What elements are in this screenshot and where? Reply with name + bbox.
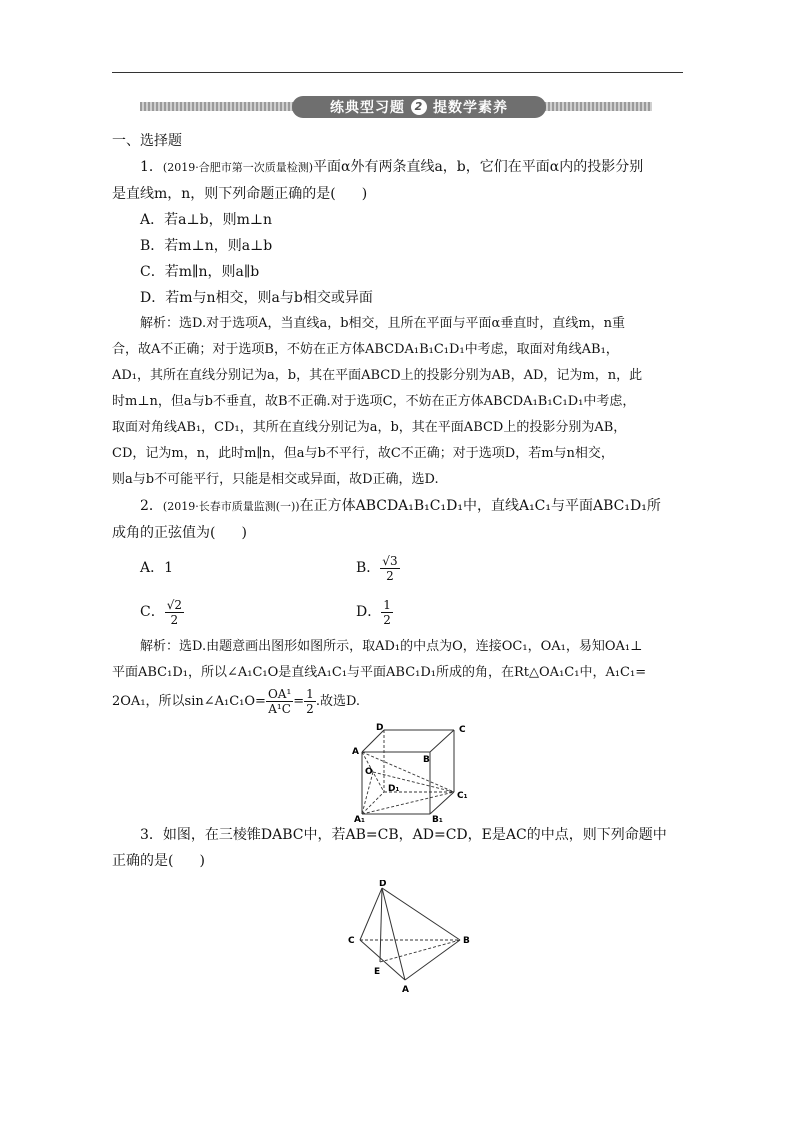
label-D1: D₁ xyxy=(388,784,400,794)
q2-stem-c: ) xyxy=(241,525,247,541)
label-O: O xyxy=(365,767,373,777)
label-A: A xyxy=(402,985,409,995)
q2-stem-line2 xyxy=(112,520,684,546)
label-B1: B₁ xyxy=(432,815,443,822)
q1-solution-line: 解析：选D.对于选项A，当直线a，b相交，且所在平面与平面α垂直时，直线m，n重 xyxy=(140,316,626,331)
q1-option-b: B．若m⊥n，则a⊥b xyxy=(140,238,273,254)
banner-right-text: 提数学素养 xyxy=(433,100,508,116)
q1-solution-line: 时m⊥n，但a与b不垂直，故B不正确.对于选项C，不妨在正方体ABCDA₁B₁C₁D₁中考虑， xyxy=(112,394,636,409)
q3-stem-line1 xyxy=(112,822,684,848)
edge-AD xyxy=(362,730,384,752)
label-B: B xyxy=(423,755,430,765)
label-E: E xyxy=(374,967,381,977)
fraction-denominator: 2 xyxy=(306,702,314,716)
fraction-numerator: 1 xyxy=(383,597,391,612)
q2-option-b-fraction xyxy=(380,554,399,583)
section-heading: 一、选择题 xyxy=(112,133,182,149)
q3-number: 3． xyxy=(140,827,163,843)
q2-option-c xyxy=(140,590,184,634)
q1-stem-line2 xyxy=(112,181,684,207)
q3-stem-line2 xyxy=(112,848,684,874)
cube-diagram xyxy=(112,722,684,822)
label-C1: C₁ xyxy=(457,791,468,801)
q2-source: (2019·长春市质量监测(一)) xyxy=(162,500,300,513)
q2-stem-b: 成角的正弦值为( xyxy=(112,525,216,541)
fraction-denominator: 2 xyxy=(386,568,394,583)
label-D: D xyxy=(379,880,387,889)
q2-options-row2 xyxy=(112,590,684,634)
q1-source: (2019·合肥市第一次质量检测) xyxy=(162,161,313,174)
q2-solution-line: 平面ABC₁D₁，所以∠A₁C₁O是直线A₁C₁与平面ABC₁D₁所成的角，在Rt△OA₁C₁中，A₁C₁= xyxy=(112,665,647,680)
q2-solution-text: 2OA₁，所以sin∠A₁C₁O= xyxy=(112,694,266,709)
page-content xyxy=(112,128,684,998)
label-B: B xyxy=(463,936,470,946)
label-A: A xyxy=(352,747,359,757)
banner-pill xyxy=(292,96,546,118)
q2-solution-line: 解析：选D.由题意画出图形如图所示，取AD₁的中点为O，连接OC₁，OA₁，易知OA₁⊥ xyxy=(140,639,643,654)
edge-BC xyxy=(430,730,454,752)
edge-DB xyxy=(382,888,460,940)
line-A1C1 xyxy=(362,792,454,814)
q2-stem-line1 xyxy=(112,493,684,520)
q2-option-a-label: A．1 xyxy=(140,560,174,576)
label-A1: A₁ xyxy=(354,815,365,822)
fraction-numerator: √2 xyxy=(166,597,182,612)
q2-options-row1 xyxy=(112,546,684,590)
fraction-numerator: √3 xyxy=(382,553,398,568)
edge-AB xyxy=(405,940,460,980)
edge-CA xyxy=(360,940,405,980)
label-C: C xyxy=(348,936,355,946)
q2-option-a xyxy=(140,546,173,590)
q1-stem-c: ) xyxy=(361,186,368,202)
fraction-numerator: OA¹ xyxy=(267,687,292,701)
line-EB xyxy=(380,940,460,962)
q1-stem-a: 平面α外有两条直线a，b，它们在平面α内的投影分别 xyxy=(313,159,644,175)
line-OA1 xyxy=(362,772,373,814)
banner-left-text: 练典型习题 xyxy=(330,100,405,116)
line-DE xyxy=(380,888,382,962)
q1-option-c: C．若m∥n，则a∥b xyxy=(140,264,260,280)
edge-DC xyxy=(360,888,382,940)
q3-stem-a: 如图，在三棱锥DABC中，若AB=CB，AD=CD，E是AC的中点，则下列命题中 xyxy=(162,827,667,843)
fraction-denominator: 2 xyxy=(383,612,391,627)
q1-stem-line1 xyxy=(112,154,684,181)
q2-option-d-fraction xyxy=(381,598,393,627)
q1-solution-line: CD，记为m，n，此时m∥n，但a与b不平行，故C不正确；对于选项D，若m与n相交， xyxy=(112,446,614,461)
banner-badge: 2 xyxy=(411,99,427,115)
top-rule xyxy=(112,72,683,73)
q2-option-d-label: D． xyxy=(356,604,382,620)
q2-solution-fraction-1 xyxy=(266,687,293,716)
q3-stem-c: ) xyxy=(199,853,205,869)
section-banner xyxy=(140,96,652,118)
equals-sign: = xyxy=(293,694,305,709)
q2-option-c-fraction xyxy=(165,598,184,627)
q2-solution-text-end: .故选D. xyxy=(315,694,361,709)
tetrahedron-figure xyxy=(112,880,684,998)
q1-option-a: A．若a⊥b，则m⊥n xyxy=(140,212,273,228)
label-C: C xyxy=(459,725,466,735)
q2-option-c-label: C． xyxy=(140,604,165,620)
q1-solution-line: AD₁，其所在直线分别记为a，b，其在平面ABCD上的投影分别为AB，AD，记为m，n，此 xyxy=(112,368,643,383)
cube-figure xyxy=(112,722,684,822)
q3-stem-b: 正确的是( xyxy=(112,853,174,869)
fraction-denominator: 2 xyxy=(170,612,179,627)
q1-solution-line: 取面对角线AB₁，CD₁，其所在直线分别记为a，b，其在平面ABCD上的投影分别为AB， xyxy=(112,420,627,435)
q2-option-b-label: B． xyxy=(356,560,381,576)
q1-option-d: D．若m与n相交，则a与b相交或异面 xyxy=(140,290,373,306)
line-AC1 xyxy=(362,752,454,792)
q2-option-b xyxy=(356,546,400,590)
q1-number: 1． xyxy=(140,159,163,175)
q2-option-d xyxy=(356,590,393,634)
q2-stem-a: 在正方体ABCDA₁B₁C₁D₁中，直线A₁C₁与平面ABC₁D₁所 xyxy=(299,498,661,514)
fraction-numerator: 1 xyxy=(306,687,314,701)
tetrahedron-diagram xyxy=(112,880,684,998)
q2-solution-last-line xyxy=(112,686,684,718)
edge-DA xyxy=(382,888,405,980)
q1-solution-line: 合，故A不正确；对于选项B，不妨在正方体ABCDA₁B₁C₁D₁中考虑，取面对角线AB₁， xyxy=(112,342,619,357)
q1-solution-line: 则a与b不可能平行，只能是相交或异面，故D正确，选D. xyxy=(112,472,439,487)
q2-solution-fraction-2 xyxy=(304,687,316,716)
label-D: D xyxy=(376,723,384,733)
fraction-denominator: A¹C xyxy=(268,702,291,716)
q2-number: 2． xyxy=(140,498,163,514)
line-OC1 xyxy=(373,772,454,792)
q1-stem-b: 是直线m，n，则下列命题正确的是( xyxy=(112,186,336,202)
